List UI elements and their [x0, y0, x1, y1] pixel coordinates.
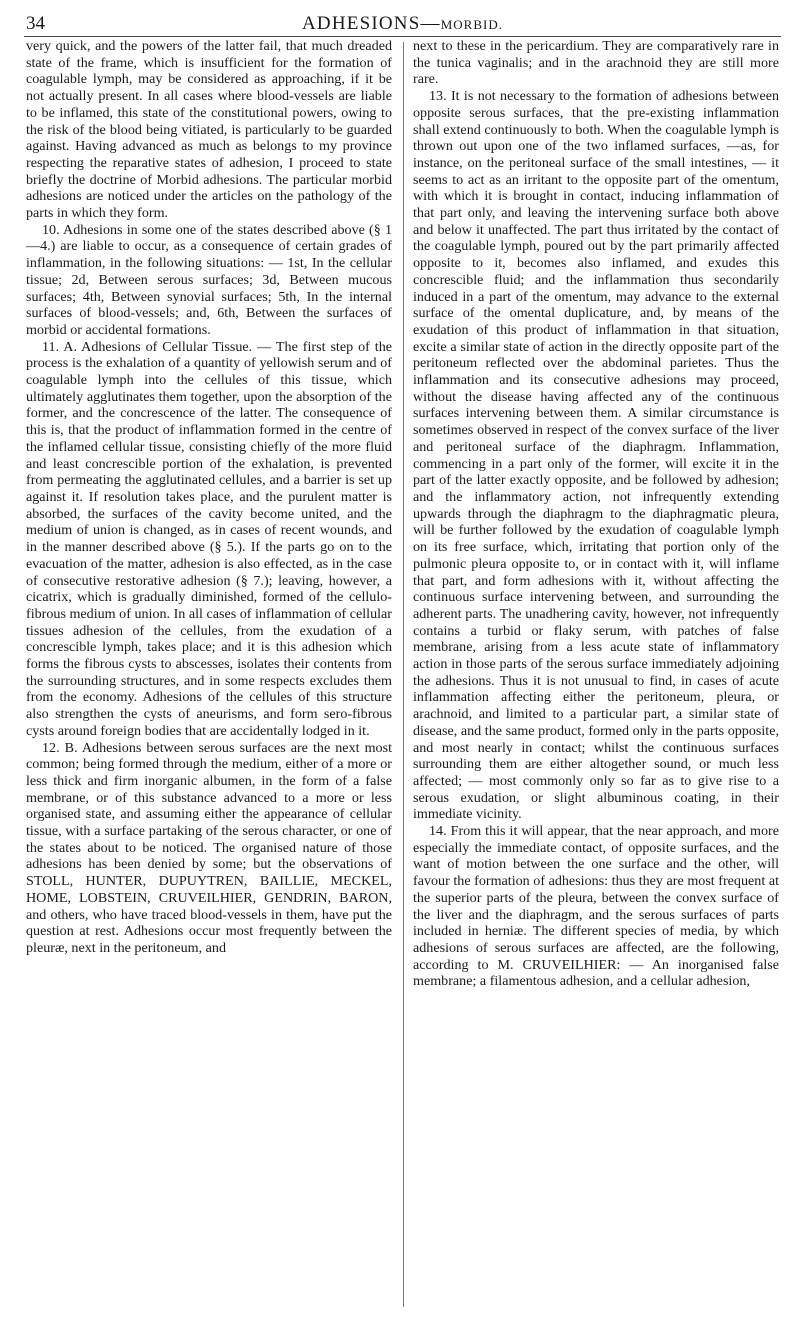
running-title-sub: MORBID. [440, 17, 503, 32]
running-title-separator: — [420, 13, 441, 34]
paragraph: 12. B. Adhesions between serous surfaces are the next most common; being formed through the medium, either of a more or less thick and firm inorganic albumen, in the form of a false membrane, or of this substance advanced to a more or less organised state, and assuming either the appearance of cellular tissue, with a surface partaking of the serous character, or one of the states about to be noticed. The organised nature of those adhesions has been denied by some; but the observations of STOLL, HUNTER, DUPUYTREN, BAILLIE, MECKEL, HOME, LOBSTEIN, CRUVEILHIER, GENDRIN, BARON, and others, who have traced blood-vessels in them, have put the question at rest. Adhesions occur most frequently between the pleuræ, next in the peritoneum, and [26, 739, 392, 956]
paragraph: 11. A. Adhesions of Cellular Tissue. — The first step of the process is the exhalation of a quantity of yellowish serum and of coagulable lymph into the cellules of this tissue, which ultimately agglutinates them together, upon the absorption of the former, and the concrescence of the latter. The consequence of this is, that the product of inflammation formed in the centre of the inflamed cellular tissue, consisting chiefly of the more fluid and least concrescible portion of the exhalation, is prevented from permeating the agglutinated cellules, and a barrier is set up against it. If resolution takes place, and the purulent matter is absorbed, the surfaces of the cavity become united, and the medium of union is changed, as in cases of recent wounds, and in the manner described above (§ 5.). If the parts go on to the evacuation of the matter, adhesion is also effected, as in the case of consecutive restorative adhesion (§ 7.); leaving, however, a cicatrix, which is gradually diminished, formed of the cellulo-fibrous medium of union. In all cases of inflammation of cellular tissues adhesion of the cellules, from the exudation of a concrescible lymph, takes place; and it is this adhesion which forms the fibrous cysts to abscesses, isolates their contents from the surrounding structures, and in some respects excludes them from the economy. Adhesions of the cellules of this structure also strengthen the cysts of aneurisms, and form sero-fibrous cysts around foreign bodies that are accidentally lodged in it. [26, 338, 392, 739]
running-title-main: ADHESIONS [302, 13, 421, 34]
paragraph: 14. From this it will appear, that the near approach, and more especially the immediate contact, of opposite surfaces, and the want of motion between the one surface and the other, will favour the formation of adhesions: thus they are most frequent at the superior parts of the pleura, between the convex surface of the liver and the diaphragm, and the serous surfaces of parts included in herniæ. The different species of media, by which adhesions of serous surfaces are affected, are the following, according to M. CRUVEILHIER: — An inorganised false membrane; a filamentous adhesion, and a cellular adhesion, [413, 823, 779, 990]
page-number: 34 [26, 13, 45, 34]
paragraph: very quick, and the powers of the latter fail, that much dreaded state of the frame, which is insufficient for the formation of coagulable lymph, may be considered as approaching, if it be not actually present. In all cases where blood-vessels are liable to be inflamed, this state of the constitutional powers, owing to the risk of the blood being vitiated, is particularly to be guarded against. Having advanced as much as belongs to my province respecting the reparative states of adhesion, I proceed to state briefly the doctrine of Morbid adhesions. The particular morbid adhesions are noticed under the articles on the pathology of the parts in which they form. [26, 38, 392, 222]
column-divider [403, 42, 404, 1307]
running-head [24, 10, 781, 37]
paragraph: next to these in the pericardium. They are comparatively rare in the tunica vaginalis; and in the arachnoid they are still more rare. [413, 38, 779, 88]
text-columns [24, 38, 781, 1315]
book-page [24, 10, 781, 1315]
running-title [24, 13, 781, 35]
paragraph: 10. Adhesions in some one of the states described above (§ 1—4.) are liable to occur, as a consequence of certain grades of inflammation, in the following situations: — 1st, In the cellular tissue; 2d, Between serous surfaces; 3d, Between mucous surfaces; 4th, Between synovial surfaces; 5th, In the internal surfaces of blood-vessels; and, 6th, Between the surfaces of morbid or accidental formations. [26, 221, 392, 338]
paragraph: 13. It is not necessary to the formation of adhesions between opposite serous surfaces, that the pre-existing inflammation shall extend continuously to both. When the coagulable lymph is thrown out upon one of the two inflamed surfaces, —as, for instance, on the peritoneal surface of the small intestines, — it seems to act as an irritant to the opposite part of the omentum, with which it is brought in contact, inducing inflammation of that part only, and leaving the intervening surface both above and below it unaffected. The part thus irritated by the contact of the coagulable lymph, poured out by the part primarily affected opposite to it, becomes also inflamed, and exudes this concrescible fluid; and the inflammation thus secondarily induced in a part of the omentum, may advance to the external surface of the omental duplicature, and, by means of the exudation of this product of inflammation in that situation, excite a similar state of action in the directly opposite part of the peritoneum reflected over the abdominal parietes. Thus the inflammation and its consecutive adhesions may proceed, without the disease having affected any of the continuous surfaces intervening between them. A similar circumstance is sometimes observed in respect of the convex surface of the liver and peritoneal surface of the diaphragm. Inflammation, commencing in a part only of the former, will excite it in the part of the latter exactly opposite, and be followed by adhesion; and the inflammatory action, not infrequently extending upwards through the diaphragm to the diaphragmatic pleura, will be further followed by the exudation of coagulable lymph on its free surface, which, irritating that portion only of the pulmonic pleura opposite to, or in contact with it, will inflame that part, and form adhesions with it, without affecting the continuous surface intervening between, and surrounding the adherent parts. The unadhering cavity, however, not infrequently contains a turbid or flaky serum, with patches of false membrane, arising from a less acute state of inflammatory action in those parts of the serous surface immediately adjoining the adhesions. Thus it is not unusual to find, in cases of acute inflammation affecting either the peritoneum, pleura, or arachnoid, and limited to a particular part, a similar state of disease, and the same product, formed only in the parts opposite, and most nearly in contact; whilst the continuous surfaces surrounding them are either altogether sound, or much less affected; — most commonly only so far as to give rise to a serous exudation, or slight albuminous coating, in their immediate vicinity. [413, 88, 779, 823]
left-column [26, 38, 392, 957]
right-column [413, 38, 779, 990]
